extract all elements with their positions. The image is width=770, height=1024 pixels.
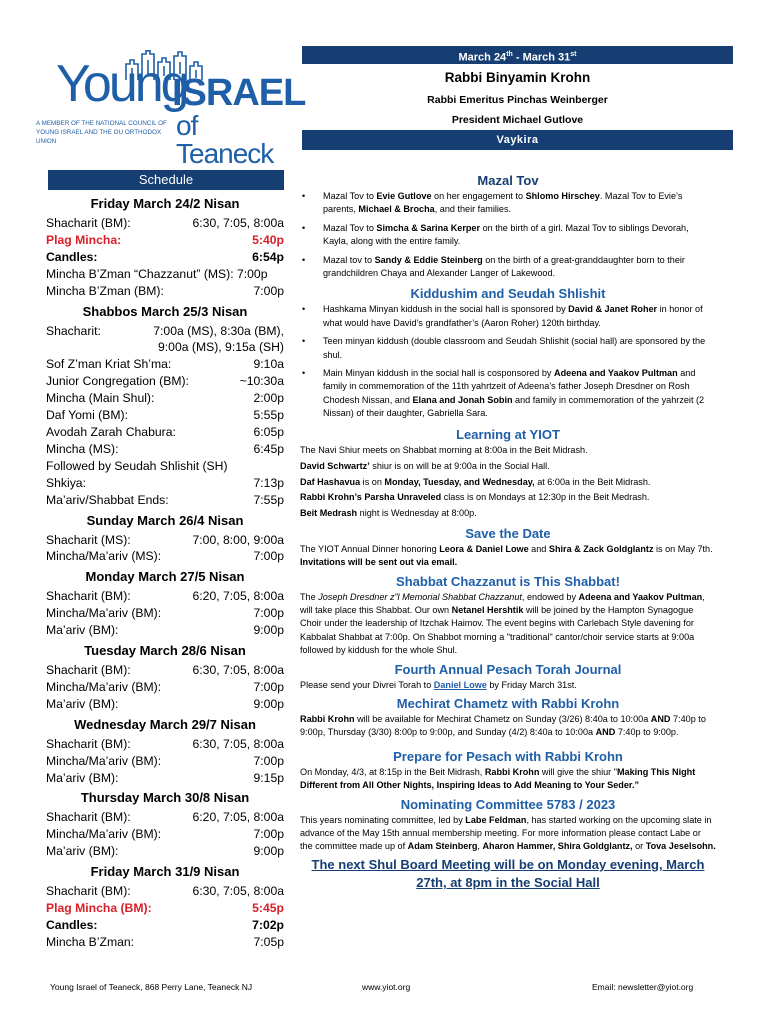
list-item: • Hashkama Minyan kiddush in the social hall is sponsored by David & Janet Roher in honor of what would have David’s grandfather’s (Aaron Roher) 120th birthday. bbox=[302, 304, 703, 328]
announcements-column bbox=[300, 172, 716, 892]
learning-item: David Schwartz’ shiur is on will be at 9:00a in the Social Hall. bbox=[300, 460, 550, 471]
bullet-icon: • bbox=[302, 368, 306, 379]
yiot-logo bbox=[30, 50, 306, 169]
rabbi-name: Rabbi Binyamin Krohn bbox=[444, 70, 591, 85]
schedule-row: Shkiya: 7:13p bbox=[46, 475, 284, 490]
learning-item: Daf Hashavua is on Monday, Tuesday, and Wednesday, at 6:00a in the Beit Midrash. bbox=[300, 476, 651, 487]
schedule-column bbox=[46, 170, 284, 951]
day-title: Shabbos March 25/3 Nisan bbox=[82, 303, 248, 319]
section-title-mazal-tov: Mazal Tov bbox=[477, 173, 539, 188]
bullet-icon: • bbox=[302, 222, 306, 233]
section-title-chazzanut: Shabbat Chazzanut is This Shabbat! bbox=[396, 573, 620, 589]
bullet-icon: • bbox=[302, 254, 306, 265]
date-start-suffix: th bbox=[506, 51, 513, 58]
date-end: - March 31 bbox=[512, 51, 571, 64]
schedule-row-candles: Candles: 7:02p bbox=[46, 918, 284, 932]
section-title-prepare-pesach: Prepare for Pesach with Rabbi Krohn bbox=[393, 748, 623, 764]
schedule-row: Junior Congregation (BM): ~10:30a bbox=[46, 374, 284, 389]
bullet-icon: • bbox=[302, 336, 306, 347]
list-item: • Main Minyan kiddush in the social hall is cosponsored by Adeena and Yaakov Pultman and family in commemoration of the 11th yahrtzeit of Adeena’s father Joseph Dresdner on Rosh Chodesh Nissan, and Elana and Jonah Sobin and family in commemoration of the yahrzeit (2 Nissan) of their daughter, Gabriella Sara. bbox=[302, 368, 705, 419]
learning-item: Beit Medrash night is Wednesday at 8:00p. bbox=[300, 508, 477, 519]
list-item: • Teen minyan kiddush (double classroom and Seudah Shlishit (social hall) are sponsored by the shul. bbox=[302, 336, 706, 360]
bullet-icon: • bbox=[302, 191, 306, 201]
schedule-row: Mincha (MS): 6:45p bbox=[46, 441, 284, 456]
parsha-banner: Vaykira bbox=[302, 130, 733, 150]
schedule-row: Mincha/Ma’ariv (MS): 7:00p bbox=[46, 549, 284, 564]
section-title-learning: Learning at YIOT bbox=[456, 426, 560, 442]
schedule-row: Mincha/Ma’ariv (BM): 7:00p bbox=[46, 753, 284, 768]
schedule-row: Mincha B’Zman (BM): 7:00p bbox=[46, 283, 284, 298]
chazzanut-text: The Joseph Dresdner z”l Memorial Shabbat Chazzanut, endowed by Adeena and Yaakov Pultman, will take place this Shabbat. Our own Netanel Hershtik will be joined by the Hampton Synagogue Choir under the leadership of Itzchak Haimov. The event begins with Carlebach Style davening for Kabbalat Shabbat at 7:00p. On Shabbot morning a "traditional" cantor/choir service starts at 9:00a followed by kiddush for the whole Shul. bbox=[300, 591, 705, 656]
section-title-torah-journal: Fourth Annual Pesach Torah Journal bbox=[394, 661, 622, 677]
section-title-save-the-date: Save the Date bbox=[465, 525, 551, 541]
schedule-row: Mincha/Ma’ariv (BM): 7:00p bbox=[46, 679, 284, 694]
footer-website-link[interactable]: www.yiot.org bbox=[362, 982, 411, 992]
schedule-row: Shacharit (BM): 6:30, 7:05, 8:00a bbox=[46, 884, 284, 899]
schedule-row: Ma’ariv (BM): 9:00p bbox=[46, 623, 284, 638]
day-title: Tuesday March 28/6 Nisan bbox=[84, 643, 246, 659]
section-title-nominating: Nominating Committee 5783 / 2023 bbox=[400, 796, 616, 812]
nominating-text: This years nominating committee, led by Labe Feldman, has started working on the upcoming slate in advance of the May 15th annual membership meeting. For more information please contact Labe or the committee made up of Adam Steinberg, Aharon Hammer, Shira Goldglantz, or Tova Jeselsohn. bbox=[300, 814, 716, 852]
footer-email-link[interactable]: Email: newsletter@yiot.org bbox=[592, 982, 694, 992]
mechirat-chametz-text: Rabbi Krohn will be available for Mechirat Chametz on Sunday (3/26) 8:40a to 10:00a AND 7:40p to 9:00p, Thursday (3/30) 8:00p to 9:00p, and Sunday (4/2) 8:40a to 10:00a AND 7:40p to 9:00p. bbox=[300, 713, 706, 738]
schedule-row: Mincha (Main Shul): 2:00p bbox=[46, 391, 284, 406]
schedule-row: Mincha B’Zman “Chazzanut” (MS): 7:00p bbox=[46, 266, 268, 281]
mazal-tov-list bbox=[300, 190, 716, 280]
bullet-icon: • bbox=[302, 304, 306, 315]
schedule-row: Followed by Seudah Shlishit (SH) bbox=[46, 458, 228, 473]
day-title: Wednesday March 29/7 Nisan bbox=[74, 716, 256, 732]
logo-israel: ISRAEL bbox=[172, 72, 306, 114]
list-item: • Mazal Tov to Simcha & Sarina Kerper on the birth of a girl. Mazal Tov to siblings Devorah, Kayla, along with the entire family. bbox=[302, 222, 689, 247]
prepare-pesach-text: On Monday, 4/3, at 8:15p in the Beit Midrash, Rabbi Krohn will give the shiur "Making This Night Different from All Other Nights, Inspiring Ideas to Add Meaning to Your Seder.” bbox=[300, 766, 696, 791]
schedule-row-plag: Plag Mincha (BM): 5:45p bbox=[46, 901, 284, 916]
learning-item: The Navi Shiur meets on Shabbat morning at 8:00a in the Beit Midrash. bbox=[300, 444, 588, 455]
schedule-row: Ma’ariv (BM): 9:15p bbox=[46, 770, 284, 785]
day-title: Friday March 24/2 Nisan bbox=[90, 196, 240, 211]
footer-address: Young Israel of Teaneck, 868 Perry Lane, Teaneck NJ bbox=[50, 982, 253, 992]
schedule-row: Ma’ariv (BM): 9:00p bbox=[46, 844, 284, 859]
logo-of-teaneck: of Teaneck bbox=[176, 110, 274, 169]
schedule-row: Daf Yomi (BM): 5:55p bbox=[46, 408, 284, 423]
schedule-row: Shacharit (BM): 6:20, 7:05, 8:00a bbox=[46, 589, 284, 604]
section-title-mechirat-chametz: Mechirat Chametz with Rabbi Krohn bbox=[396, 695, 620, 711]
schedule-row: Sof Z’man Kriat Sh’ma: 9:10a bbox=[46, 357, 284, 372]
kiddush-list bbox=[300, 303, 716, 420]
date-start: March 24 bbox=[458, 51, 507, 64]
day-title: Thursday March 30/8 Nisan bbox=[80, 790, 250, 806]
schedule-row-plag: Plag Mincha: 5:40p bbox=[46, 232, 284, 247]
torah-journal-text: Please send your Divrei Torah to Daniel Lowe by Friday March 31st. bbox=[300, 679, 577, 690]
day-title: Monday March 27/5 Nisan bbox=[85, 569, 245, 585]
day-title: Friday March 31/9 Nisan bbox=[90, 864, 240, 880]
logo-young: Young bbox=[56, 55, 187, 113]
president: President Michael Gutlove bbox=[451, 114, 584, 126]
schedule-row: Ma’ariv (BM): 9:00p bbox=[46, 696, 284, 711]
learning-item: Rabbi Krohn’s Parsha Unraveled class is on Mondays at 12:30p in the Beit Medrash. bbox=[300, 492, 650, 503]
schedule-row: Avodah Zarah Chabura: 6:05p bbox=[46, 424, 284, 439]
schedule-row: Shacharit: 7:00a (MS), 8:30a (BM), 9:00a (MS), 9:15a (SH) bbox=[46, 323, 284, 355]
date-range-banner bbox=[302, 46, 733, 64]
schedule-row: Mincha/Ma’ariv (BM): 7:00p bbox=[46, 827, 284, 842]
schedule-row: Shacharit (BM): 6:30, 7:05, 8:00a bbox=[46, 216, 284, 230]
schedule-row: Shacharit (BM): 6:20, 7:05, 8:00a bbox=[46, 810, 284, 825]
rabbi-emeritus: Rabbi Emeritus Pinchas Weinberger bbox=[427, 94, 608, 106]
list-item: • Mazal tov to Sandy & Eddie Steinberg on the birth of a great-granddaughter born to their grandchildren Chaya and Alexander Langer of Lakewood. bbox=[302, 254, 685, 279]
save-the-date-text: The YIOT Annual Dinner honoring Leora & Daniel Lowe and Shira & Zack Goldglantz is on May 7th. Invitations will be sent out via email. bbox=[300, 543, 713, 568]
day-title: Sunday March 26/4 Nisan bbox=[86, 512, 244, 528]
daniel-lowe-link[interactable]: Daniel Lowe bbox=[433, 679, 487, 690]
list-item: • Mazal Tov to Evie Gutlove on her engagement to Shlomo Hirschey. Mazal Tov to Evie’s parents, Michael & Brocha, and their families. bbox=[302, 191, 683, 215]
date-end-suffix: st bbox=[570, 51, 577, 58]
schedule-row: Shacharit (BM): 6:30, 7:05, 8:00a bbox=[46, 736, 284, 751]
board-meeting-notice: The next Shul Board Meeting will be on Monday evening, March 27th, at 8pm in the Social Hall bbox=[311, 857, 705, 891]
schedule-row-candles: Candles: 6:54p bbox=[46, 249, 284, 264]
schedule-row: Mincha/Ma’ariv (BM): 7:00p bbox=[46, 606, 284, 621]
schedule-row: Shacharit (MS): 7:00, 8:00, 9:00a bbox=[46, 532, 284, 547]
schedule-title: Schedule bbox=[48, 170, 284, 190]
schedule-row: Shacharit (BM): 6:30, 7:05, 8:00a bbox=[46, 663, 284, 678]
logo-member-text: A MEMBER OF THE NATIONAL COUNCIL OF YOUNG ISRAEL AND THE OU ORTHODOX UNION bbox=[36, 120, 167, 145]
schedule-row: Ma’ariv/Shabbat Ends: 7:55p bbox=[46, 492, 284, 507]
section-title-kiddushim: Kiddushim and Seudah Shlishit bbox=[410, 286, 606, 302]
schedule-row: Mincha B’Zman: 7:05p bbox=[46, 934, 284, 949]
